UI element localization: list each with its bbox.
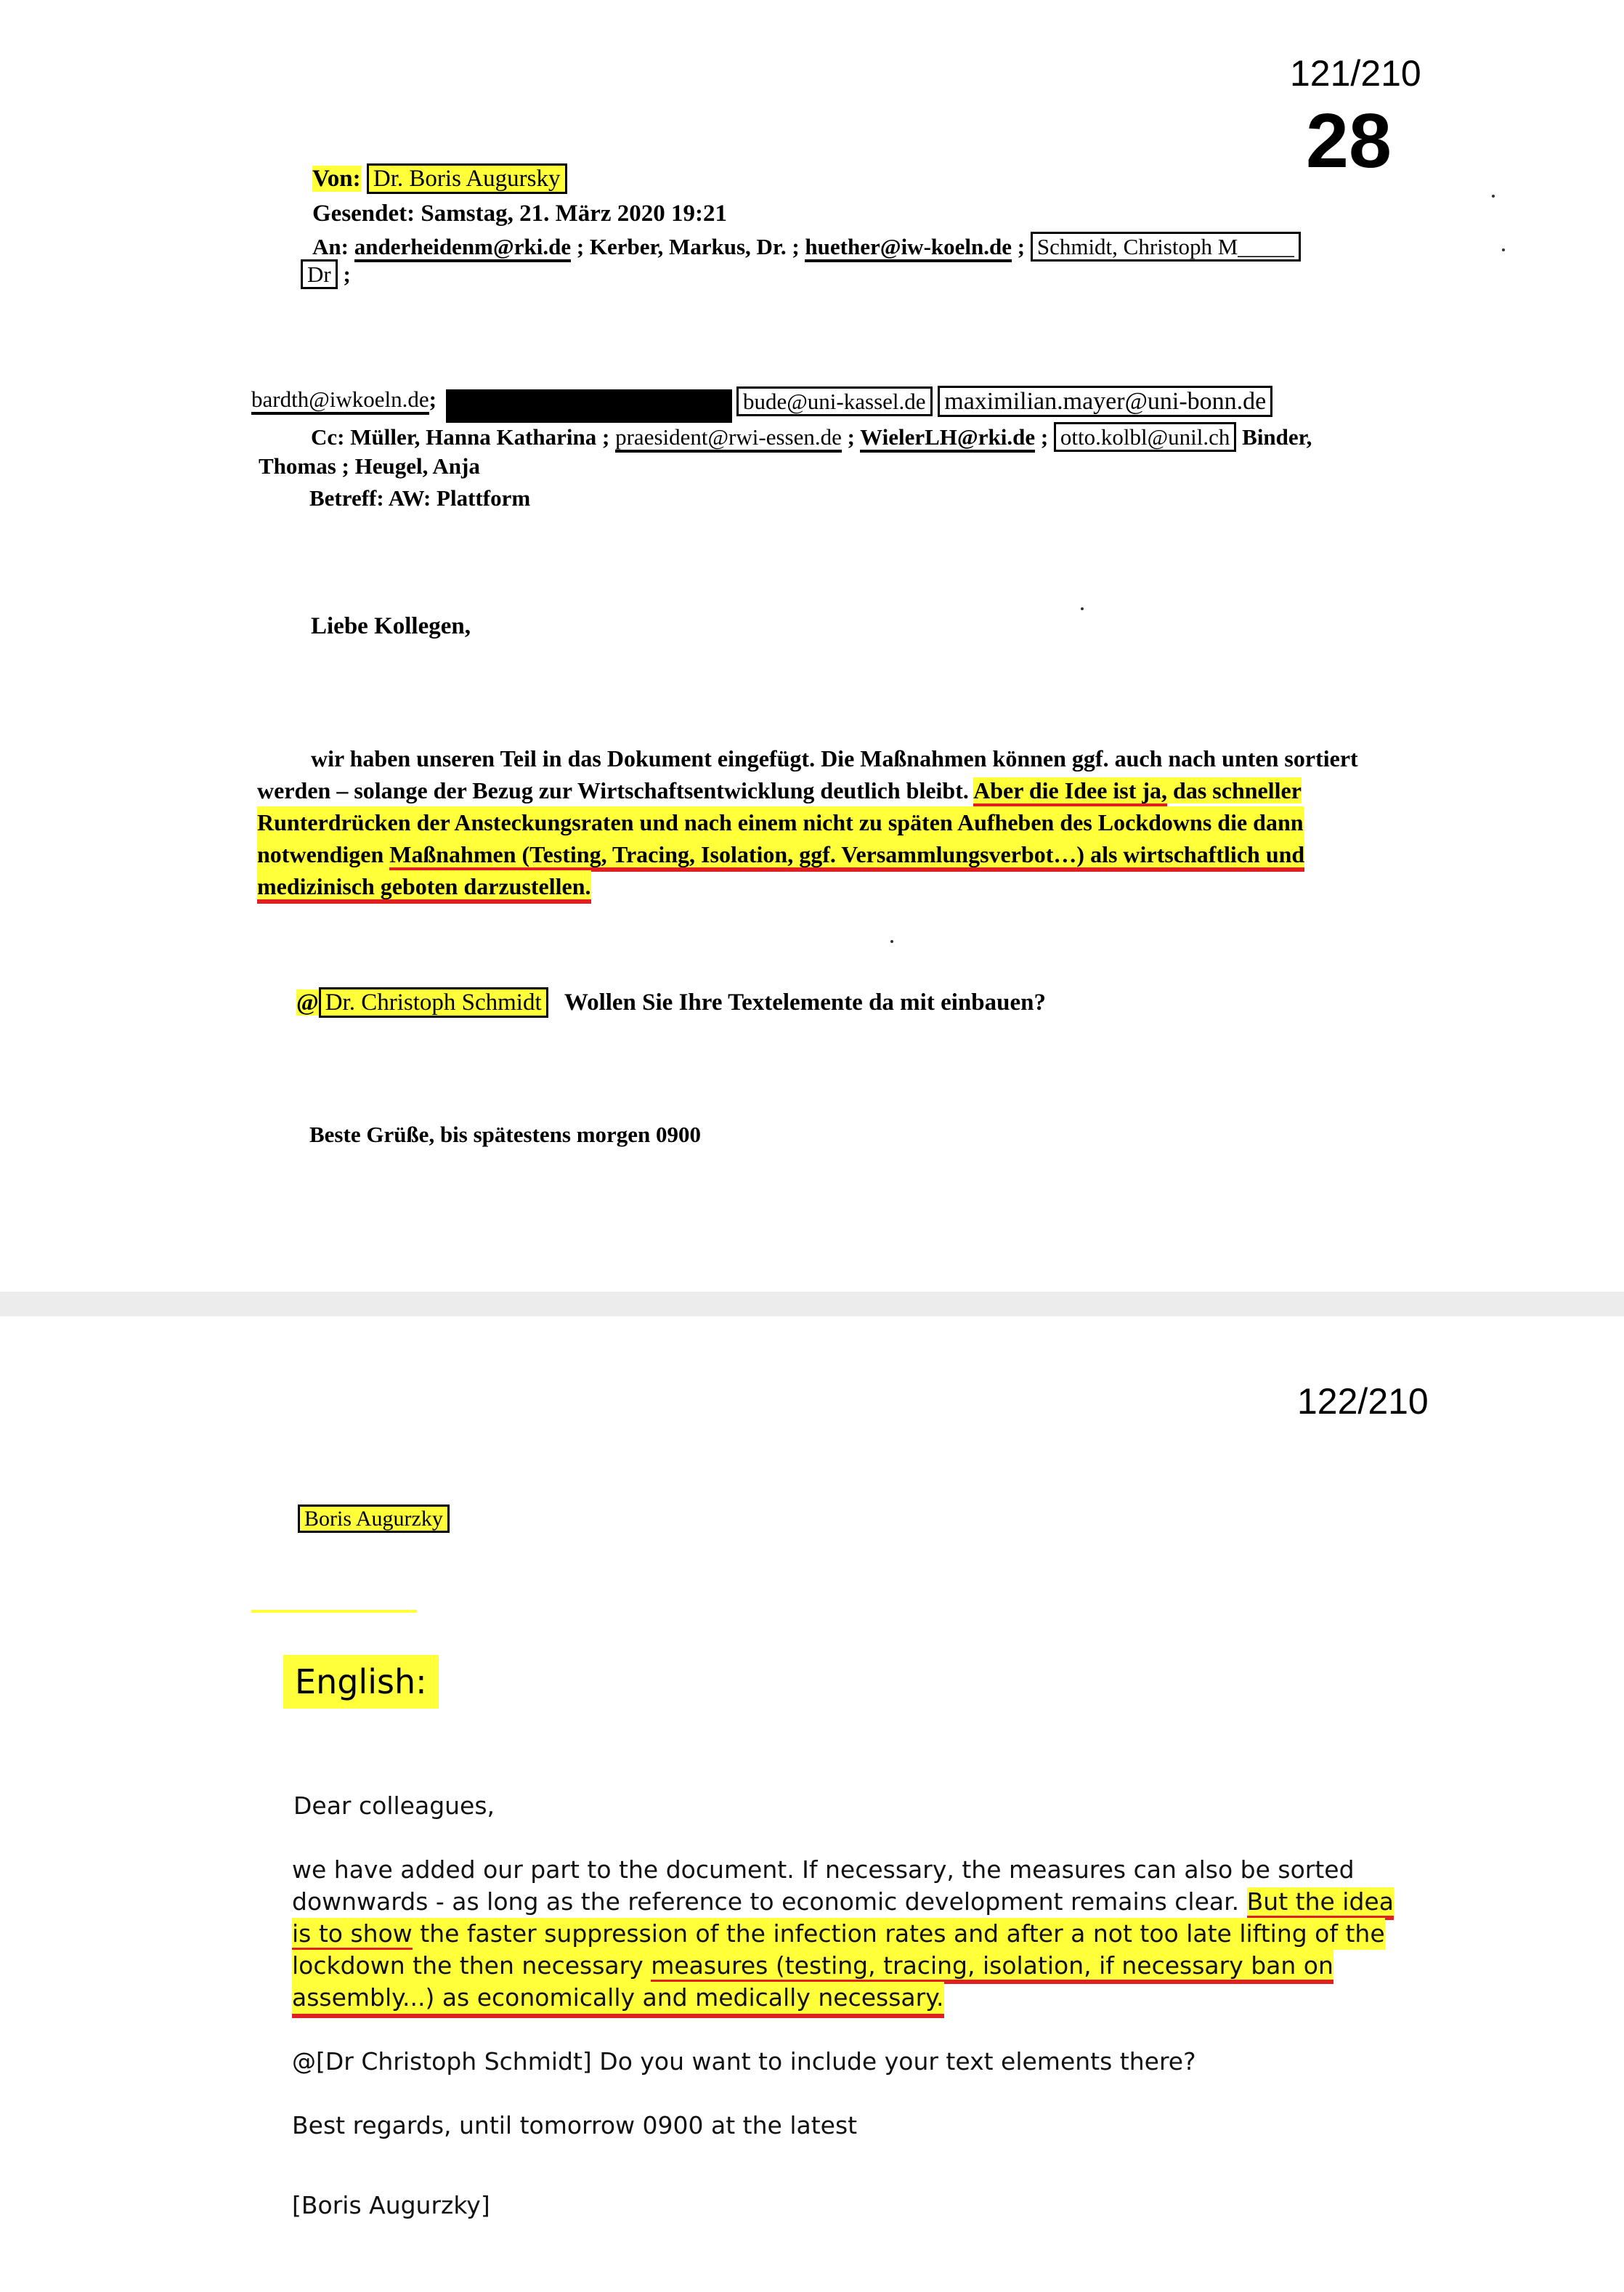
closing: Beste Grüße, bis spätestens morgen 0900 bbox=[309, 1122, 702, 1147]
highlight-stroke bbox=[251, 1610, 417, 1613]
body-line bbox=[257, 870, 591, 902]
signature-name-row bbox=[298, 1507, 450, 1531]
scan-speck bbox=[1081, 607, 1084, 610]
to-row-2 bbox=[251, 386, 437, 413]
body-paragraph bbox=[292, 1854, 1624, 2018]
body-line: we have added our part to the document. If necessary, the measures can also be sorted bbox=[292, 1855, 1355, 1884]
to-recipient-4-cont: Dr bbox=[301, 259, 338, 289]
body-line bbox=[292, 1950, 1333, 1982]
separator: ; bbox=[602, 424, 610, 450]
body-line bbox=[292, 1918, 1385, 1950]
to-recipient-1: anderheidenm@rki.de bbox=[354, 234, 571, 262]
to-row-2b bbox=[736, 388, 1272, 416]
to-recipient-5: bardth@iwkoeln.de bbox=[251, 386, 429, 415]
body-text: the faster suppression of the infection rates and after a not too late lifting of the bbox=[412, 1919, 1385, 1948]
mention-name: Dr. Christoph Schmidt bbox=[319, 987, 548, 1018]
english-label: English: bbox=[283, 1655, 439, 1709]
body-line bbox=[292, 1886, 1624, 1918]
to-recipient-3: huether@iw-koeln.de bbox=[805, 234, 1012, 262]
body-line bbox=[257, 838, 1304, 870]
page-122 bbox=[0, 1316, 1624, 2292]
page-number: 121/210 bbox=[1290, 53, 1421, 94]
from-row bbox=[312, 166, 567, 193]
body-text: lockdown the then necessary bbox=[292, 1951, 651, 1980]
mention-text: Wollen Sie Ihre Textelemente da mit einbauen? bbox=[564, 989, 1046, 1016]
red-underlined-text: is to show bbox=[292, 1919, 413, 1952]
sent-row bbox=[312, 201, 727, 227]
greeting: Dear colleagues, bbox=[293, 1791, 495, 1820]
subject-value: AW: Plattform bbox=[388, 485, 531, 511]
red-underlined-text: medizinisch bbox=[257, 873, 375, 904]
signature-name: Boris Augurzky bbox=[298, 1505, 450, 1533]
red-underlined-text: Aber die Idee ist ja, bbox=[973, 777, 1167, 808]
sent-label: Gesendet: bbox=[312, 201, 415, 227]
cc-recipient-1: Müller, Hanna Katharina bbox=[350, 424, 597, 450]
cc-row-2 bbox=[259, 453, 480, 479]
body-line: wir haben unseren Teil in das Dokument eingefügt. Die Maßnahmen können ggf. auch nach unten sortiert bbox=[311, 745, 1358, 772]
greeting: Liebe Kollegen, bbox=[311, 613, 471, 639]
separator: ; bbox=[343, 262, 351, 287]
page-number: 122/210 bbox=[1297, 1381, 1429, 1422]
to-recipient-6: bude@uni-kassel.de bbox=[736, 386, 933, 416]
body-text: werden – solange der Bezug zur Wirtschaftsentwicklung deutlich bleibt. bbox=[257, 777, 969, 803]
from-label: Von: bbox=[312, 166, 361, 192]
separator: ; bbox=[576, 234, 585, 259]
body-text: notwendigen bbox=[257, 841, 390, 867]
separator: ; bbox=[847, 424, 855, 450]
closing: Best regards, until tomorrow 0900 at the latest bbox=[292, 2111, 858, 2139]
to-row-continued bbox=[301, 262, 351, 288]
mention-at: @ bbox=[296, 989, 319, 1016]
separator: ; bbox=[1017, 234, 1026, 259]
body-line bbox=[257, 774, 1624, 806]
to-row bbox=[312, 234, 1301, 260]
highlighted-text bbox=[973, 777, 1302, 803]
mention-row bbox=[296, 989, 1046, 1016]
scan-speck bbox=[1502, 248, 1505, 251]
to-recipient-7: maximilian.mayer@uni-bonn.de bbox=[938, 386, 1272, 417]
from-value: Dr. Boris Augursky bbox=[367, 163, 567, 194]
signature: [Boris Augurzky] bbox=[292, 2191, 490, 2219]
red-underlined-text: geboten darzustellen. bbox=[375, 873, 591, 904]
to-recipient-4: Schmidt, Christoph M_____ bbox=[1031, 232, 1301, 262]
to-label: An: bbox=[312, 234, 349, 259]
red-underlined-text: Maßnahmen (Testing, Tracing, Isolation, ggf. Versammlungsverbot…) bbox=[389, 841, 1084, 872]
subject-label: Betreff: bbox=[309, 485, 384, 511]
body-text: das schneller bbox=[1167, 777, 1302, 803]
scan-speck bbox=[890, 940, 893, 943]
cc-label: Cc: bbox=[311, 424, 345, 450]
body-text: downwards - as long as the reference to economic development remains clear. bbox=[292, 1887, 1240, 1916]
subject-row bbox=[309, 485, 530, 511]
sent-value: Samstag, 21. März 2020 19:21 bbox=[421, 201, 727, 227]
body-paragraph bbox=[257, 742, 1624, 902]
redaction-bar bbox=[446, 389, 732, 423]
red-underlined-text: als wirtschaftlich und bbox=[1084, 841, 1304, 872]
cc-recipient-4: otto.kolbl@unil.ch bbox=[1054, 422, 1236, 452]
stamp-number: 28 bbox=[1306, 98, 1392, 184]
separator: ; bbox=[792, 234, 800, 259]
to-recipient-2: Kerber, Markus, Dr. bbox=[589, 234, 787, 259]
scan-speck bbox=[1492, 195, 1495, 198]
cc-recipient-2: praesident@rwi-essen.de bbox=[615, 424, 842, 453]
red-underlined-text: measures (testing, tracing, isolation, if necessary ban on bbox=[651, 1951, 1333, 1984]
separator: ; bbox=[1040, 424, 1049, 450]
page-separator bbox=[0, 1292, 1624, 1316]
body-line: Runterdrücken der Ansteckungsraten und nach einem nicht zu späten Aufheben des Lockdowns die dann bbox=[257, 806, 1304, 838]
cc-recipient-3: WielerLH@rki.de bbox=[860, 424, 1035, 453]
separator: ; bbox=[429, 386, 437, 412]
mention: @[Dr Christoph Schmidt] Do you want to include your text elements there? bbox=[292, 2047, 1196, 2076]
cc-recipient-5: Binder, bbox=[1242, 424, 1312, 450]
body-line: assembly...) as economically and medically necessary. bbox=[292, 1982, 944, 2018]
cc-recipient-6: Thomas ; Heugel, Anja bbox=[259, 453, 480, 479]
cc-row bbox=[311, 424, 1312, 450]
red-underlined-text: But the idea bbox=[1247, 1887, 1394, 1920]
